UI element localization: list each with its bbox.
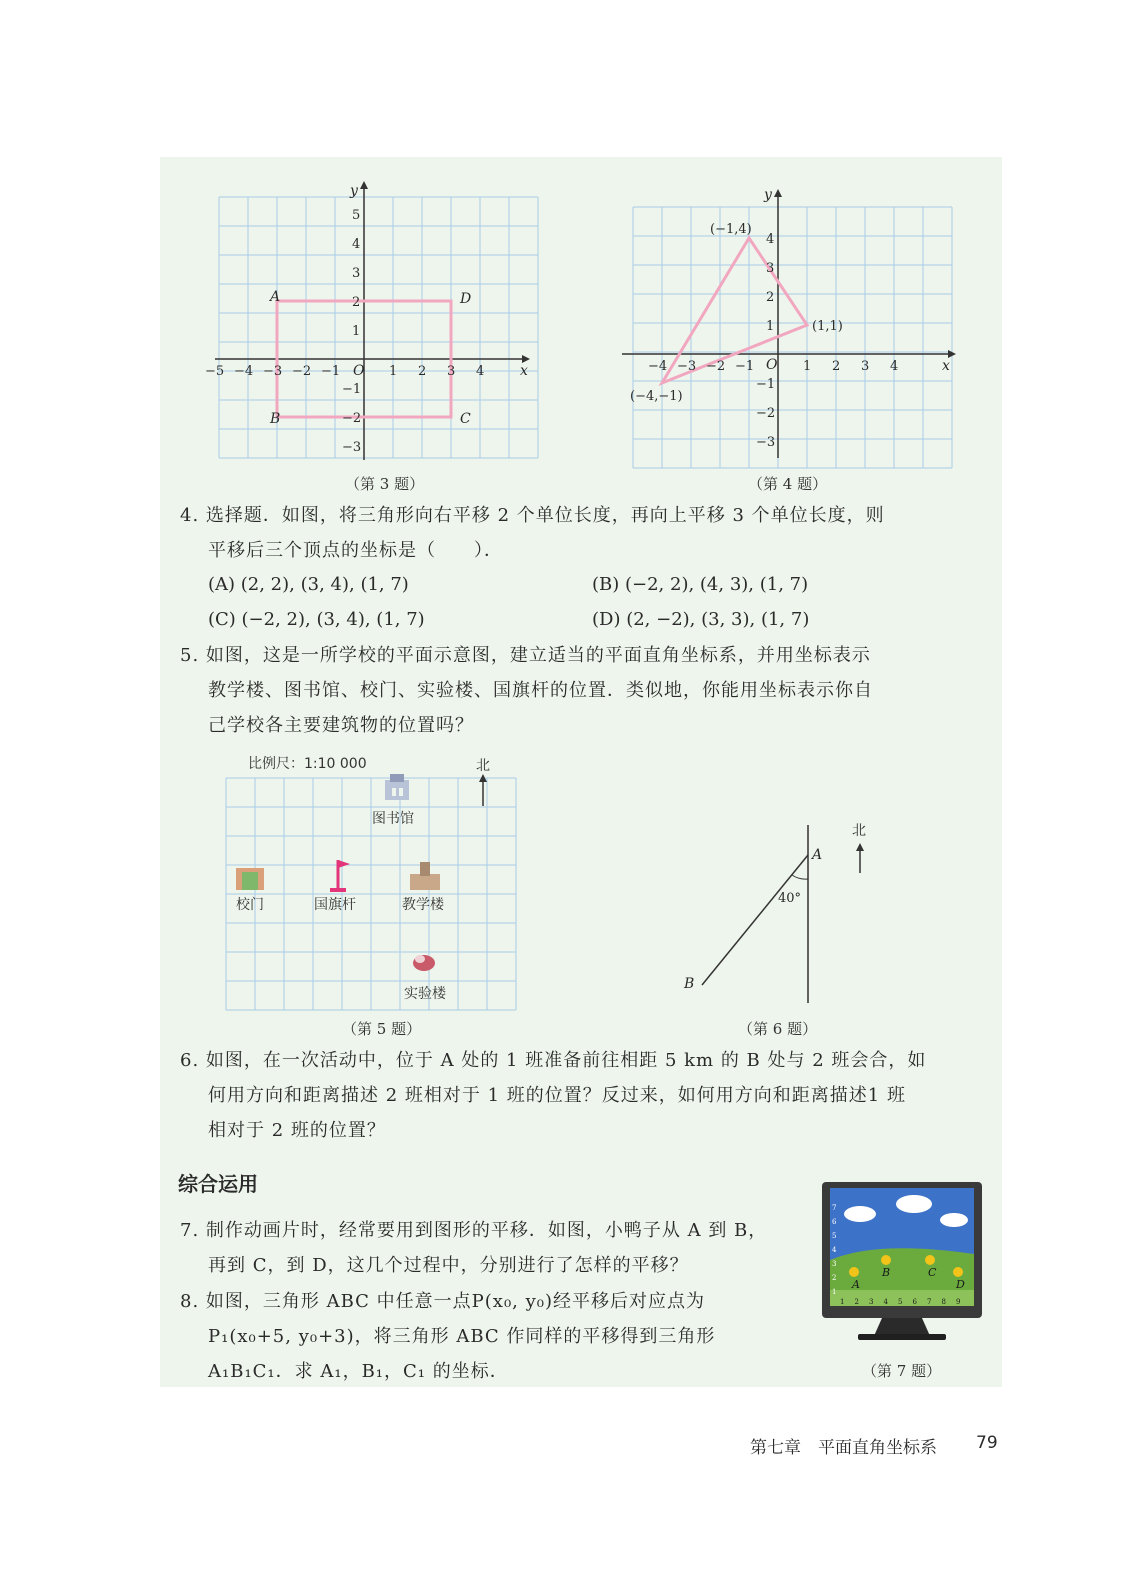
origin-label: O xyxy=(353,363,365,379)
x-tick-label: 5 xyxy=(898,1298,903,1306)
y-tick-label: 6 xyxy=(832,1218,837,1226)
x-tick-label: 1 xyxy=(803,359,812,374)
x-tick-label: 3 xyxy=(861,359,870,374)
library-label: 图书馆 xyxy=(372,811,414,827)
y-tick-label: −1 xyxy=(342,382,362,397)
y-tick-label: −2 xyxy=(756,406,776,421)
y-axis-label: y xyxy=(764,187,772,203)
x-tick-label: 2 xyxy=(418,364,427,379)
y-tick-label: −2 xyxy=(342,411,362,426)
gate-icon xyxy=(236,868,264,890)
point-a-label: A xyxy=(270,289,281,305)
section-heading: 综合运用 xyxy=(178,1172,258,1196)
x-tick-label: −4 xyxy=(234,364,254,379)
option-b: (B) (−2, 2), (4, 3), (1, 7) xyxy=(592,574,809,595)
y-tick-label: 4 xyxy=(832,1246,837,1254)
map-scale: 比例尺：1:10 000 xyxy=(248,756,367,772)
figure-7-caption: （第 7 题） xyxy=(862,1362,942,1380)
x-tick-label: 1 xyxy=(840,1298,845,1306)
figure-5-school-map xyxy=(222,750,532,1010)
x-tick-label: 4 xyxy=(476,364,485,379)
y-tick-label: 1 xyxy=(352,324,361,339)
duck-position-label: B xyxy=(882,1266,891,1279)
figure-6-direction-diagram xyxy=(660,815,890,1015)
figure-3-square-graph xyxy=(205,175,540,465)
question-8-line-2: P₁(x₀+5, y₀+3)，将三角形 ABC 作同样的平移得到三角形 xyxy=(208,1326,716,1347)
x-tick-label: 8 xyxy=(941,1298,946,1306)
x-tick-label: 2 xyxy=(854,1298,859,1306)
question-6 xyxy=(180,1043,926,1148)
question-8-line-1: 8. 如图，三角形 ABC 中任意一点P(x₀, y₀)经平移后对应点为 xyxy=(180,1291,706,1312)
y-tick-label: 3 xyxy=(832,1260,837,1268)
question-7-line-1: 7. 制作动画片时，经常要用到图形的平移．如图，小鸭子从 A 到 B， xyxy=(180,1220,768,1241)
page-number: 79 xyxy=(976,1433,998,1453)
origin-label: O xyxy=(766,357,778,373)
question-5-line-2: 教学楼、图书馆、校门、实验楼、国旗杆的位置．类似地，你能用坐标表示你自 xyxy=(208,680,873,701)
y-tick-label: −1 xyxy=(756,377,776,392)
figure-3-caption: （第 3 题） xyxy=(345,475,425,493)
flagpole-label: 国旗杆 xyxy=(314,897,356,913)
point-d-label: D xyxy=(460,291,472,307)
x-tick-label: −3 xyxy=(677,359,697,374)
point-b-label: B xyxy=(684,976,695,992)
y-tick-label: 7 xyxy=(832,1204,837,1212)
north-label: 北 xyxy=(476,758,490,774)
figure-6-caption: （第 6 题） xyxy=(738,1020,818,1038)
option-c: (C) (−2, 2), (3, 4), (1, 7) xyxy=(208,609,425,630)
teaching-building-label: 教学楼 xyxy=(402,897,444,913)
y-tick-label: 5 xyxy=(352,208,361,223)
question-7 xyxy=(180,1213,767,1283)
gate-label: 校门 xyxy=(236,897,264,913)
vertex-label-top: (−1,4) xyxy=(710,222,752,237)
x-axis-label: x xyxy=(942,358,950,374)
point-c-label: C xyxy=(460,411,471,427)
duck-position-label: A xyxy=(852,1278,860,1291)
y-tick-label: 2 xyxy=(352,295,361,310)
option-d: (D) (2, −2), (3, 3), (1, 7) xyxy=(592,609,810,630)
option-a: (A) (2, 2), (3, 4), (1, 7) xyxy=(208,574,409,595)
y-tick-label: 5 xyxy=(832,1232,837,1240)
y-tick-label: 3 xyxy=(352,266,361,281)
question-6-line-1: 6. 如图，在一次活动中，位于 A 处的 1 班准备前往相距 5 km 的 B 处与 2 班会合，如 xyxy=(180,1050,927,1071)
x-tick-label: 7 xyxy=(927,1298,932,1306)
y-tick-label: 1 xyxy=(766,319,775,334)
duck-position-label: C xyxy=(928,1266,937,1279)
north-label: 北 xyxy=(852,823,866,839)
question-5-line-3: 己学校各主要建筑物的位置吗？ xyxy=(208,715,474,736)
y-tick-label: 4 xyxy=(766,232,775,247)
question-4 xyxy=(180,498,885,568)
vertex-label-left: (−4,−1) xyxy=(630,389,683,404)
figure-7-monitor xyxy=(818,1180,986,1358)
x-tick-label: 4 xyxy=(890,359,899,374)
x-tick-label: −3 xyxy=(263,364,283,379)
angle-label: 40° xyxy=(778,891,802,906)
x-tick-label: 6 xyxy=(912,1298,917,1306)
question-4-line-2: 平移后三个顶点的坐标是（ ）． xyxy=(208,540,503,561)
x-tick-label: −4 xyxy=(648,359,668,374)
y-tick-label: −3 xyxy=(342,440,362,455)
x-tick-label: 9 xyxy=(956,1298,961,1306)
y-tick-label: −3 xyxy=(756,435,776,450)
lab-label: 实验楼 xyxy=(404,986,446,1002)
x-tick-label: −5 xyxy=(205,364,225,379)
x-tick-label: −2 xyxy=(292,364,312,379)
question-8-line-3: A₁B₁C₁．求 A₁，B₁，C₁ 的坐标． xyxy=(208,1361,509,1382)
y-tick-label: 1 xyxy=(832,1288,837,1296)
y-tick-label: 2 xyxy=(766,290,775,305)
question-4-line-1: 4. 选择题．如图，将三角形向右平移 2 个单位长度，再向上平移 3 个单位长度，则 xyxy=(180,505,885,526)
figure-4-triangle-graph xyxy=(620,183,960,463)
y-tick-label: 4 xyxy=(352,237,361,252)
question-7-line-2: 再到 C，到 D，这几个过程中，分别进行了怎样的平移？ xyxy=(208,1255,689,1276)
y-axis-label: y xyxy=(350,183,358,199)
figure-4-caption: （第 4 题） xyxy=(748,475,828,493)
x-tick-label: −1 xyxy=(735,359,755,374)
chapter-title: 第七章 平面直角坐标系 xyxy=(750,1438,937,1458)
x-tick-label: 3 xyxy=(869,1298,874,1306)
y-tick-label: 3 xyxy=(766,261,775,276)
question-5 xyxy=(180,638,873,743)
x-tick-label: 3 xyxy=(447,364,456,379)
question-6-line-2: 何用方向和距离描述 2 班相对于 1 班的位置？反过来，如何用方向和距离描述1 班 xyxy=(208,1085,906,1106)
point-b-label: B xyxy=(270,411,281,427)
point-a-label: A xyxy=(812,847,823,863)
lab-icon xyxy=(413,955,435,971)
question-6-line-3: 相对于 2 班的位置？ xyxy=(208,1120,386,1141)
question-5-line-1: 5. 如图，这是一所学校的平面示意图，建立适当的平面直角坐标系，并用坐标表示 xyxy=(180,645,871,666)
x-tick-label: 2 xyxy=(832,359,841,374)
x-tick-label: 1 xyxy=(389,364,398,379)
vertex-label-right: (1,1) xyxy=(812,319,843,334)
question-8 xyxy=(180,1284,715,1389)
x-axis-label: x xyxy=(520,363,528,379)
x-tick-label: 4 xyxy=(883,1298,888,1306)
x-tick-label: −1 xyxy=(321,364,341,379)
y-tick-label: 2 xyxy=(832,1274,837,1282)
figure-5-caption: （第 5 题） xyxy=(342,1020,422,1038)
duck-position-label: D xyxy=(956,1278,965,1291)
x-tick-label: −2 xyxy=(706,359,726,374)
teaching-building-icon xyxy=(410,862,440,890)
